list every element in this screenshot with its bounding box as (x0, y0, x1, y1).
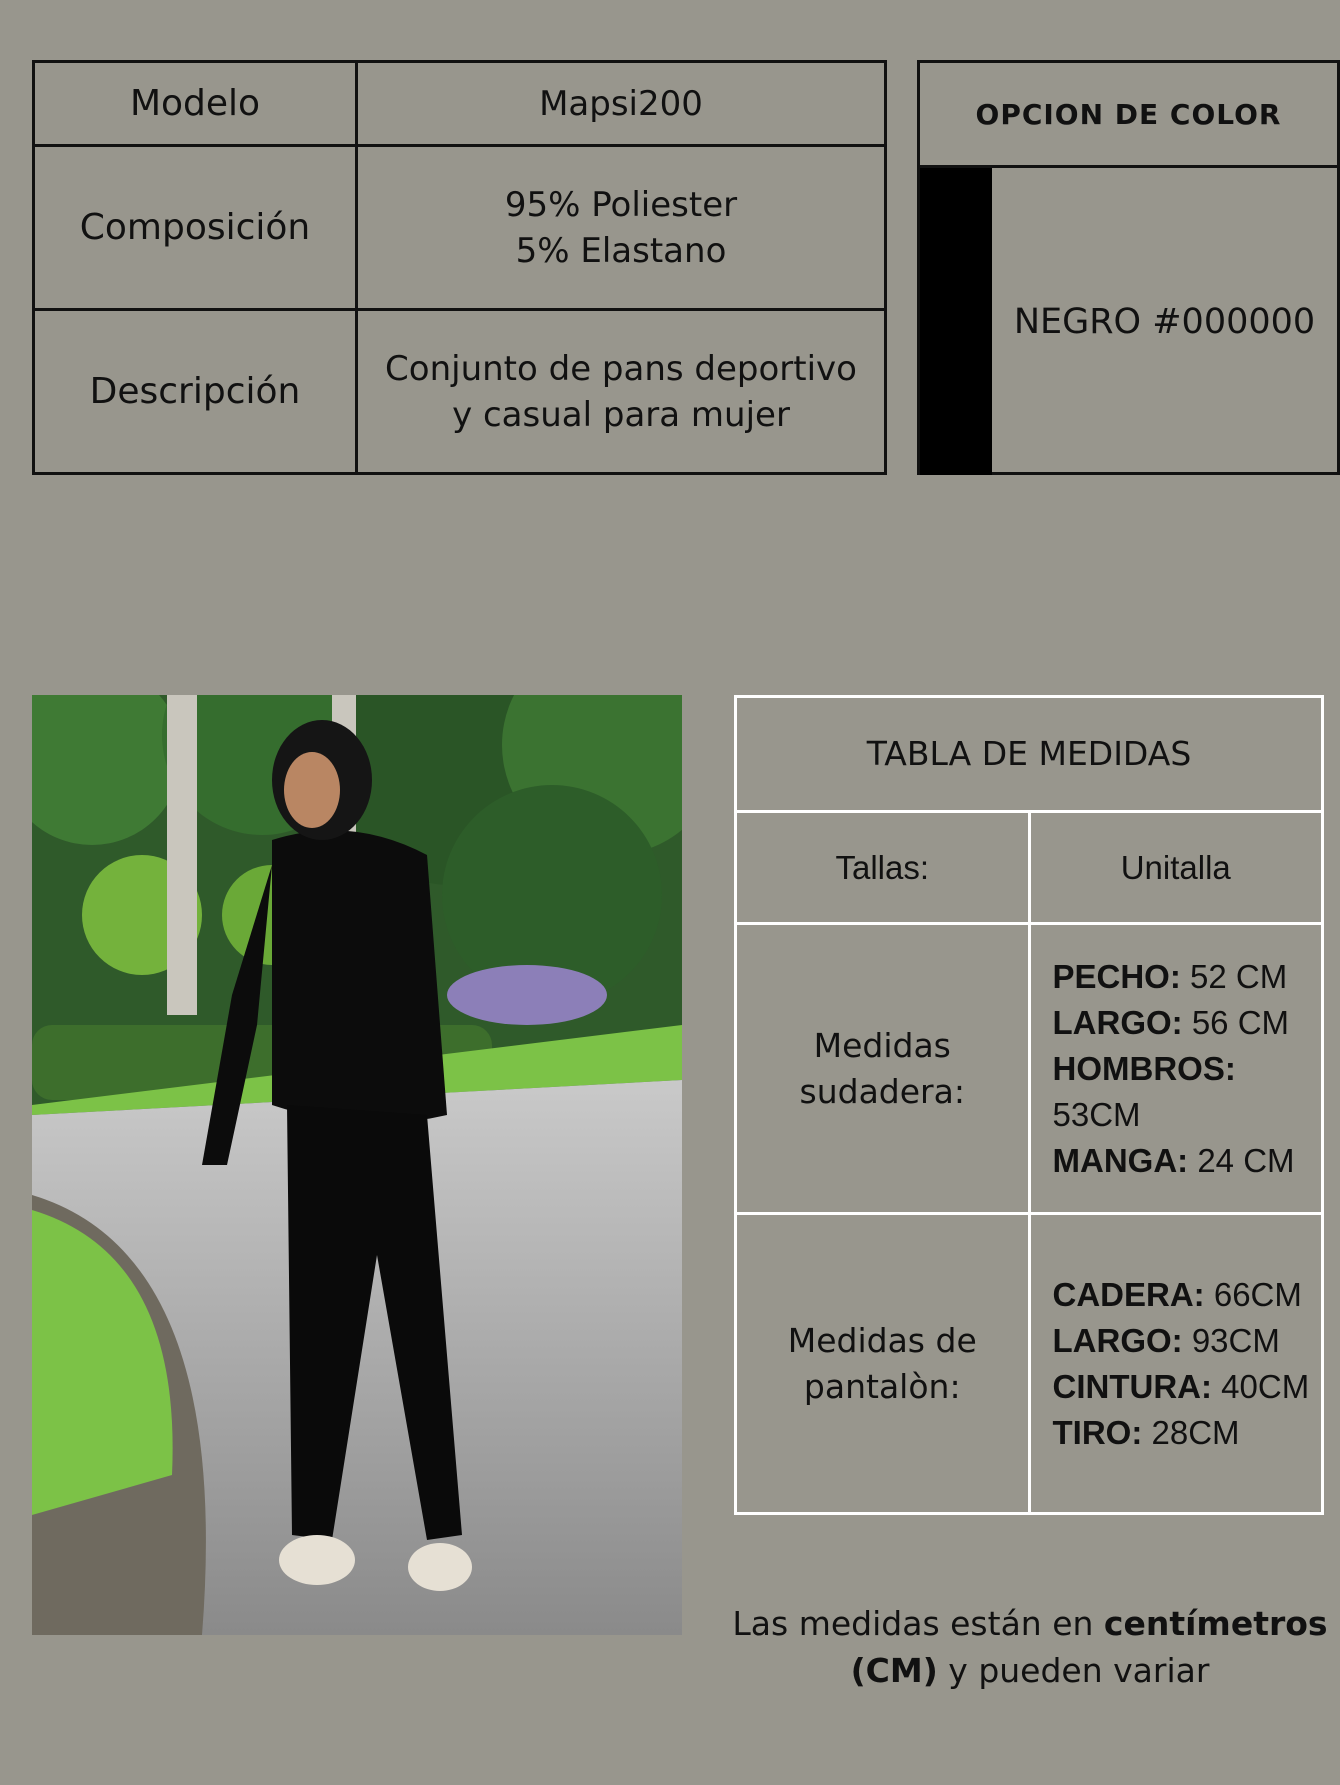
measure-value: 40CM (1211, 1367, 1310, 1405)
measure-value: 52 CM (1180, 957, 1288, 995)
table-row (736, 697, 1323, 812)
note-bold-2: (CM) (850, 1651, 938, 1690)
measure-value: 28CM (1142, 1413, 1240, 1451)
size-table (734, 695, 1324, 1515)
color-option-header: OPCION DE COLOR (920, 63, 1337, 168)
pantalon-label-line-1: Medidas de (787, 1320, 977, 1360)
table-row (736, 812, 1323, 924)
product-photo (32, 695, 682, 1635)
tallas-value: Unitalla (1029, 812, 1323, 924)
pantalon-label-line-2: pantalòn: (803, 1366, 961, 1406)
measure-key: MANGA: (1052, 1141, 1189, 1179)
measure-item (1053, 1318, 1321, 1364)
sudadera-label-line-2: sudadera: (799, 1071, 965, 1111)
measure-item (1053, 1046, 1321, 1138)
composition-line-1: 95% Poliester (504, 184, 738, 225)
table-row (736, 924, 1323, 1214)
table-row (736, 1214, 1323, 1514)
measure-key: TIRO: (1052, 1413, 1143, 1451)
table-row (34, 62, 886, 146)
measurement-note (720, 1600, 1340, 1694)
measure-item (1053, 1138, 1321, 1184)
measure-item (1053, 1272, 1321, 1318)
model-value-line: Mapsi200 (539, 83, 703, 124)
measure-item (1053, 1364, 1321, 1410)
measure-key: LARGO: (1052, 1321, 1183, 1359)
note-bold-1: centímetros (1103, 1604, 1328, 1643)
color-name: NEGRO #000000 (1013, 301, 1316, 342)
model-value (357, 62, 886, 146)
product-info-table (32, 60, 887, 475)
description-value (357, 310, 886, 474)
measure-item (1053, 1000, 1321, 1046)
color-option-box (917, 60, 1340, 475)
pantalon-measures (1029, 1214, 1323, 1514)
sudadera-label-line-1: Medidas (813, 1025, 951, 1065)
note-text-1: Las medidas están en (732, 1604, 1104, 1643)
table-row (34, 146, 886, 310)
measure-key: HOMBROS: (1052, 1049, 1236, 1087)
composition-line-2: 5% Elastano (515, 230, 727, 271)
measure-value: 56 CM (1182, 1003, 1290, 1041)
model-label: Modelo (34, 62, 357, 146)
composition-label: Composición (34, 146, 357, 310)
measure-item (1053, 1410, 1321, 1456)
size-table-title: TABLA DE MEDIDAS (736, 697, 1323, 812)
description-label: Descripción (34, 310, 357, 474)
tallas-label: Tallas: (736, 812, 1030, 924)
measure-value: 93CM (1182, 1321, 1280, 1359)
measure-value: 24 CM (1188, 1141, 1295, 1179)
pantalon-label (736, 1214, 1030, 1514)
color-swatch (920, 168, 992, 475)
measure-value: 53CM (1052, 1095, 1141, 1133)
measure-key: LARGO: (1052, 1003, 1183, 1041)
measure-key: CINTURA: (1052, 1367, 1212, 1405)
description-line-1: Conjunto de pans deportivo (385, 348, 857, 389)
table-row (34, 310, 886, 474)
description-line-2: y casual para mujer (452, 394, 790, 435)
measure-value: 66CM (1204, 1275, 1302, 1313)
measure-key: CADERA: (1052, 1275, 1205, 1313)
measure-item (1053, 954, 1321, 1000)
sudadera-measures (1029, 924, 1323, 1214)
sudadera-label (736, 924, 1030, 1214)
composition-value (357, 146, 886, 310)
note-text-2: y pueden variar (937, 1651, 1210, 1690)
measure-key: PECHO: (1052, 957, 1181, 995)
